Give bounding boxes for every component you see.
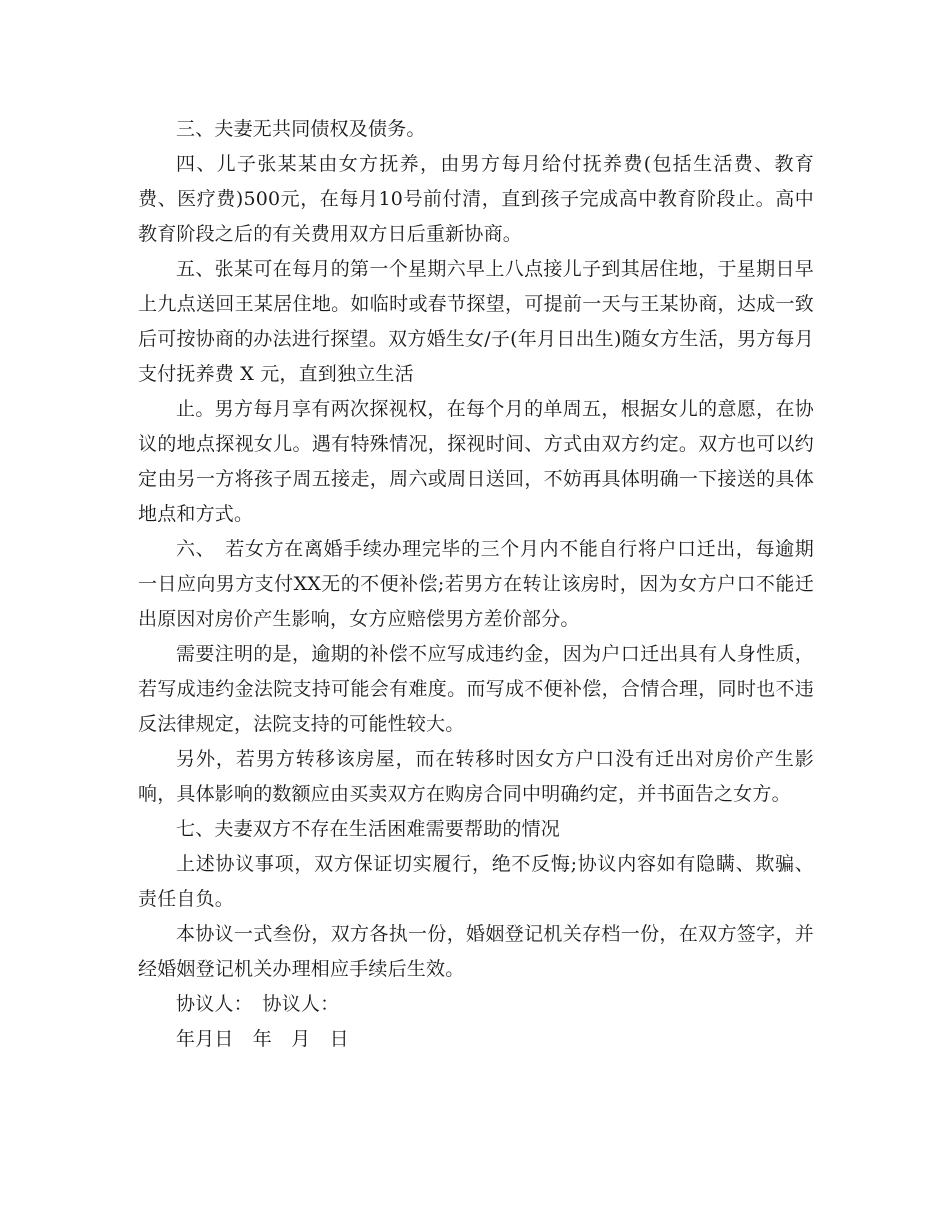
paragraph-copies: 本协议一式叁份，双方各执一份，婚姻登记机关存档一份，在双方签字，并经婚姻登记机关办理相应手续后生效。 [138,923,814,980]
paragraph-debts: 三、夫妻无共同债权及债务。 [176,118,426,140]
paragraph-house-transfer: 另外，若男方转移该房屋，而在转移时因女方户口没有迁出对房价产生影响，具体影响的数额应由买卖双方在购房合同中明确约定，并书面告之女方。 [138,748,814,805]
date-line: 年月日 年 月 日 [176,1028,349,1050]
paragraph-visitation: 五、张某可在每月的第一个星期六早上八点接儿子到其居住地，于星期日早上九点送回王某居住地。如临时或春节探望，可提前一天与王某协商，达成一致后可按协商的办法进行探望。双方婚生女/子(年月日出生)随女方生活，男方每月支付抚养费 X 元，直到独立生活 [138,258,814,385]
paragraph-compensation-note: 需要注明的是，逾期的补偿不应写成违约金，因为户口迁出具有人身性质，若写成违约金法院支持可能会有难度。而写成不便补偿，合情合理，同时也不违反法律规定，法院支持的可能性较大。 [138,643,814,735]
paragraph-no-hardship: 七、夫妻双方不存在生活困难需要帮助的情况 [176,818,561,840]
paragraph-visitation-rights: 止。男方每月享有两次探视权，在每个月的单周五，根据女儿的意愿，在协议的地点探视女儿。遇有特殊情况，探视时间、方式由双方约定。双方也可以约定由另一方将孩子周五接走，周六或周日送回，不妨再具体明确一下接送的具体地点和方式。 [138,398,814,525]
paragraph-household-registration: 六、 若女方在离婚手续办理完毕的三个月内不能自行将户口迁出，每逾期一日应向男方支付XX无的不便补偿;若男方在转让该房时，因为女方户口不能迁出原因对房价产生影响，女方应赔偿男方差价部分。 [138,538,814,630]
paragraph-guarantee: 上述协议事项，双方保证切实履行，绝不反悔;协议内容如有隐瞒、欺骗、责任自负。 [138,853,814,910]
document-body [138,112,814,1057]
signature-line: 协议人： 协议人： [176,993,340,1015]
paragraph-child-custody: 四、儿子张某某由女方抚养，由男方每月给付抚养费(包括生活费、教育费、医疗费)500元，在每月10号前付清，直到孩子完成高中教育阶段止。高中教育阶段之后的有关费用双方日后重新协商。 [138,153,814,245]
